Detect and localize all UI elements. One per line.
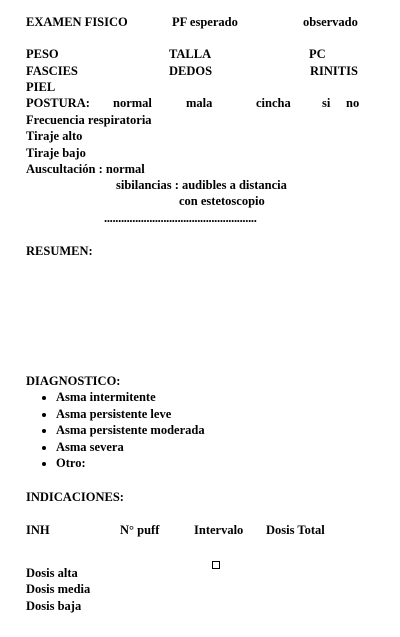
diagnostico-label: DIAGNOSTICO: — [26, 374, 121, 388]
dedos-label: DEDOS — [169, 64, 213, 78]
diagnostico-item: • Asma persistente leve — [56, 406, 205, 423]
postura-cincha: cincha — [256, 96, 291, 110]
piel-label: PIEL — [26, 80, 56, 94]
diagnostico-item: • Asma persistente moderada — [56, 422, 205, 439]
peso-label: PESO — [26, 47, 59, 61]
frecuencia-respiratoria-label: Frecuencia respiratoria — [26, 113, 152, 127]
resumen-label: RESUMEN: — [26, 244, 93, 258]
pf-esperado-label: PF esperado — [172, 15, 238, 29]
talla-label: TALLA — [169, 47, 212, 61]
observado-label: observado — [303, 15, 358, 29]
checkbox-square[interactable] — [212, 561, 220, 569]
postura-label: POSTURA: — [26, 96, 90, 110]
pc-label: PC — [309, 47, 326, 61]
rinitis-label: RINITIS — [310, 64, 358, 78]
dotted-line: ...................................................... — [104, 211, 257, 225]
inh-header: INH — [26, 523, 50, 537]
dosis-total-header: Dosis Total — [266, 523, 325, 537]
postura-si: si — [322, 96, 331, 110]
dosis-baja-label: Dosis baja — [26, 599, 82, 613]
dosis-alta-label: Dosis alta — [26, 566, 78, 580]
diagnostico-list — [40, 389, 205, 472]
postura-normal: normal — [113, 96, 152, 110]
diagnostico-item: • Asma intermitente — [56, 389, 205, 406]
dosis-media-label: Dosis media — [26, 582, 91, 596]
npuff-header: N° puff — [120, 523, 160, 537]
indicaciones-label: INDICACIONES: — [26, 490, 124, 504]
tiraje-bajo-label: Tiraje bajo — [26, 146, 86, 160]
estetoscopio-label: con estetoscopio — [179, 194, 265, 208]
exam-title: EXAMEN FISICO — [26, 15, 128, 29]
fascies-label: FASCIES — [26, 64, 78, 78]
postura-mala: mala — [186, 96, 213, 110]
sibilancias-label: sibilancias : audibles a distancia — [116, 178, 287, 192]
intervalo-header: Intervalo — [194, 523, 244, 537]
diagnostico-item: • Asma severa — [56, 439, 205, 456]
tiraje-alto-label: Tiraje alto — [26, 129, 83, 143]
auscultacion-label: Auscultación : normal — [26, 162, 145, 176]
postura-no: no — [346, 96, 360, 110]
diagnostico-item: • Otro: — [56, 455, 205, 472]
